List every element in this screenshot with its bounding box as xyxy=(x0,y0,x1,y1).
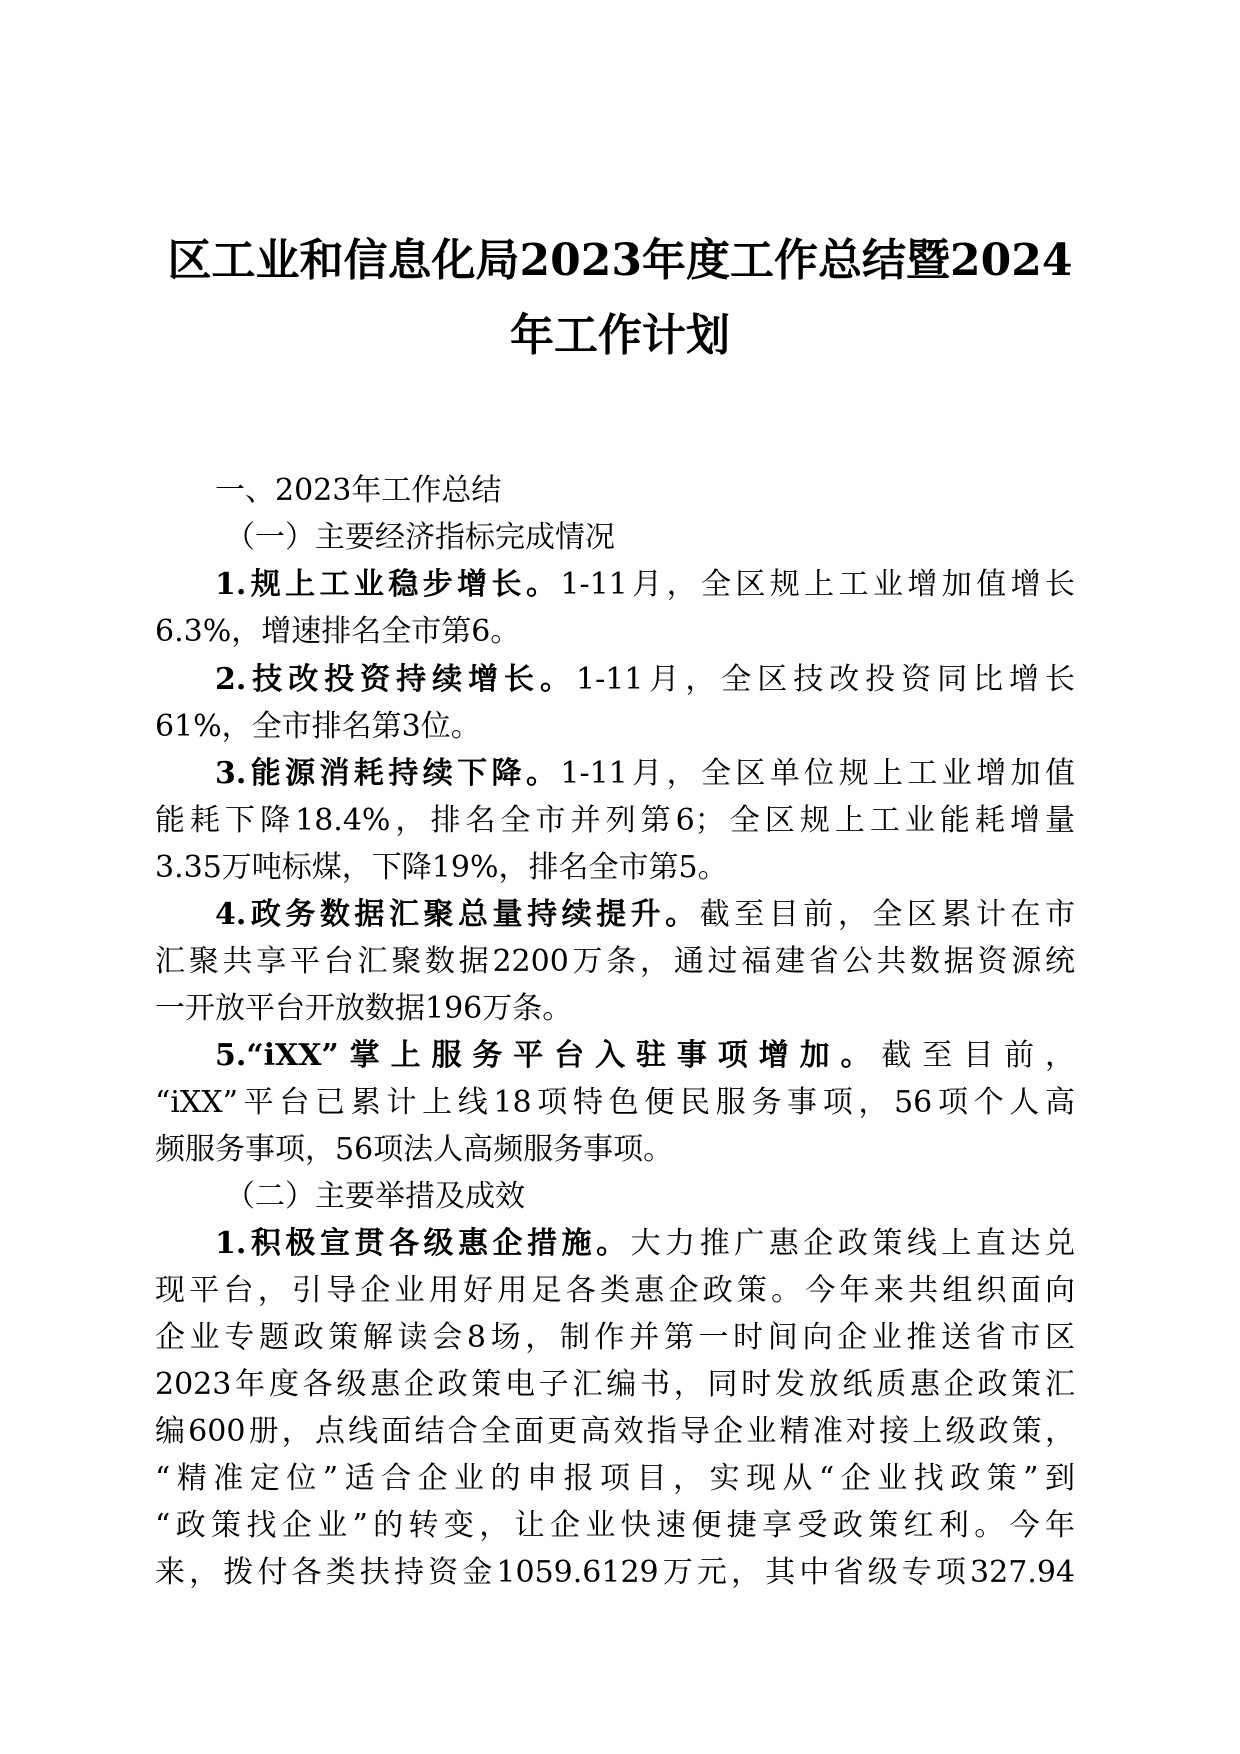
paragraph-lead: 3.能源消耗持续下降。 xyxy=(215,756,561,791)
document-title-line-2: 年工作计划 xyxy=(510,310,730,361)
paragraph-line xyxy=(215,1224,1075,1264)
paragraph-line xyxy=(215,565,1075,605)
paragraph-line: 一开放平台开放数据196万条。 xyxy=(155,991,573,1026)
paragraph-line: “精准定位”适合企业的申报项目，实现从“企业找政策”到 xyxy=(155,1461,1075,1496)
paragraph-line: 3.35万吨标煤，下降19%，排名全市第5。 xyxy=(155,850,728,885)
paragraph-line: “政策找企业”的转变，让企业快速便捷享受政策红利。今年 xyxy=(155,1508,1075,1543)
paragraph-line: 6.3%，增速排名全市第6。 xyxy=(155,614,521,649)
section-heading-1: 一、2023年工作总结 xyxy=(215,473,502,508)
paragraph-line: 频服务事项，56项法人高频服务事项。 xyxy=(155,1132,674,1167)
paragraph-text: 大力推广惠企政策线上直达兑 xyxy=(630,1226,1075,1261)
subsection-heading-2: （二）主要举措及成效 xyxy=(225,1179,525,1214)
paragraph-line xyxy=(215,660,1075,700)
paragraph-lead: 5.“iXX”掌上服务平台入驻事项增加。 xyxy=(215,1038,882,1073)
paragraph-line: 61%，全市排名第3位。 xyxy=(155,709,481,744)
paragraph-text: 1-11月，全区规上工业增加值增长 xyxy=(560,567,1075,602)
paragraph-lead: 1.规上工业稳步增长。 xyxy=(215,567,561,602)
paragraph-text: 1-11月，全区单位规上工业增加值 xyxy=(560,756,1075,791)
paragraph-line: 编600册，点线面结合全面更高效指导企业精准对接上级政策， xyxy=(155,1414,1075,1449)
paragraph-line: 2023年度各级惠企政策电子汇编书，同时发放纸质惠企政策汇 xyxy=(155,1367,1075,1402)
paragraph-lead: 2.技改投资持续增长。 xyxy=(215,662,576,697)
paragraph-lead: 4.政务数据汇聚总量持续提升。 xyxy=(215,897,700,932)
paragraph-text: 截至目前，全区累计在市 xyxy=(699,897,1075,932)
paragraph-lead: 1.积极宣贯各级惠企措施。 xyxy=(215,1226,631,1261)
paragraph-line: 汇聚共享平台汇聚数据2200万条，通过福建省公共数据资源统 xyxy=(155,944,1075,979)
paragraph-text: 截至目前， xyxy=(881,1038,1075,1073)
paragraph-text: 1-11月，全区技改投资同比增长 xyxy=(575,662,1075,697)
subsection-heading-1: （一）主要经济指标完成情况 xyxy=(225,520,615,555)
paragraph-line: 能耗下降18.4%，排名全市并列第6；全区规上工业能耗增量 xyxy=(155,803,1075,838)
paragraph-line xyxy=(215,1036,1075,1076)
document-title-line-1: 区工业和信息化局2023年度工作总结暨2024 xyxy=(167,235,1073,286)
paragraph-line xyxy=(215,895,1075,935)
paragraph-line: “iXX”平台已累计上线18项特色便民服务事项，56项个人高 xyxy=(155,1085,1075,1120)
paragraph-line: 企业专题政策解读会8场，制作并第一时间向企业推送省市区 xyxy=(155,1320,1075,1355)
paragraph-line: 来，拨付各类扶持资金1059.6129万元，其中省级专项327.94 xyxy=(155,1555,1075,1590)
paragraph-line xyxy=(215,754,1075,794)
paragraph-line: 现平台，引导企业用好用足各类惠企政策。今年来共组织面向 xyxy=(155,1273,1075,1308)
